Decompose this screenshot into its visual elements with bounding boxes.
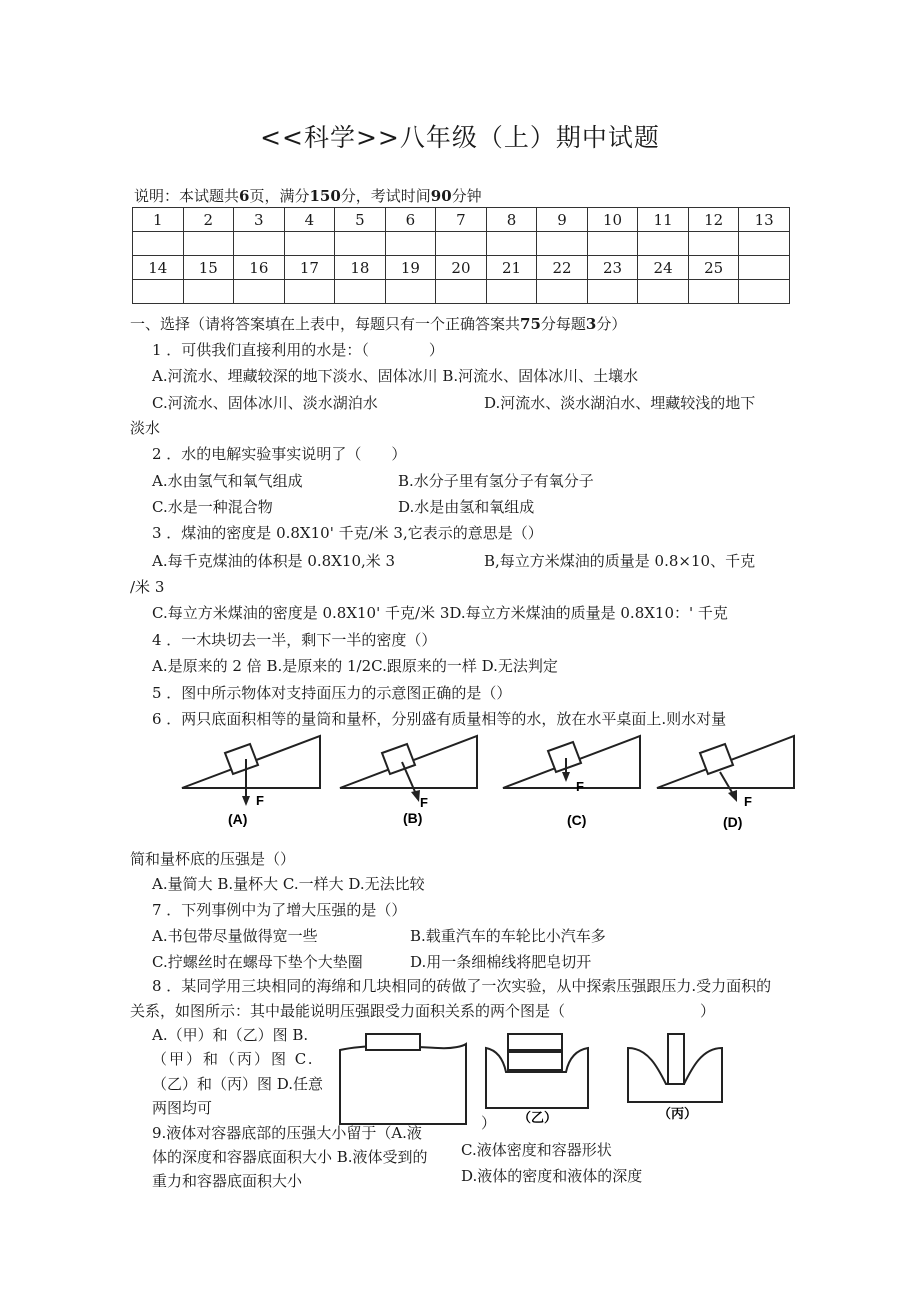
answer-num [739,256,790,280]
section-prefix: 一、选择（请将答案填在上表中，每题只有一个正确答案共 [130,315,521,333]
answer-num: 8 [486,208,537,232]
answer-cell[interactable] [537,280,588,304]
answer-cell[interactable] [385,280,436,304]
answer-cell[interactable] [486,232,537,256]
q6-stem: 6 ．两只底面积相等的量筒和量杯，分别盛有质量相等的水，放在水平桌面上.则水对量 [152,710,727,728]
answer-num: 21 [486,256,537,280]
q4-stem: 4 ．一木块切去一半，剩下一半的密度（） [152,631,437,649]
q8-options-line4: 两图均可 [152,1099,213,1117]
answer-cell[interactable] [385,232,436,256]
brick [668,1034,684,1084]
section-mid: 分每题 [540,315,586,333]
answer-cell[interactable] [183,232,234,256]
sponge [340,1044,466,1124]
force-label: F [576,779,584,794]
q9-line1: 9.液体对容器底部的压强大小留于（A.液 [152,1124,422,1142]
answer-num: 7 [436,208,487,232]
answer-num: 2 [183,208,234,232]
instr-mid2: 分，考试时间 [340,187,431,205]
brick [366,1034,420,1050]
brick [508,1034,562,1050]
sponge-label-yi: （乙） [518,1110,558,1125]
answer-num: 1 [133,208,184,232]
q3-stem: 3 ．煤油的密度是 0.8X10' 千克/米 3,它表示的意思是（） [152,524,543,542]
q1-stem: 1 ．可供我们直接利用的水是：（ ） [152,341,444,359]
q1-option-c: C.河流水、固体冰川、淡水湖泊水 [152,394,378,412]
answer-cell[interactable] [638,232,689,256]
q1-options-ab: A.河流水、埋藏较深的地下淡水、固体冰川 B.河流水、固体冰川、土壤水 [152,367,639,385]
answer-table-number-row-2 [133,256,790,280]
force-label: F [420,795,428,810]
q6-stem-cont: 简和量杯底的压强是（） [130,850,296,868]
q6-options: A.量简大 B.量杯大 C.一样大 D.无法比较 [152,875,425,893]
answer-table [132,207,790,304]
answer-num: 9 [537,208,588,232]
brick [508,1052,562,1070]
q8-stem-line1: 8 ．某同学用三块相同的海绵和几块相同的砖做了一次实验，从中探索压强跟压力.受力面积的 [152,977,772,995]
answer-num: 20 [436,256,487,280]
q8-close-paren: ） [481,1114,497,1132]
sponge-bing [628,1034,722,1121]
figure-label-d: (D) [723,814,743,830]
answer-table-number-row-1 [133,208,790,232]
answer-num: 10 [587,208,638,232]
incline-c [503,736,640,828]
force-label: F [256,793,264,808]
answer-num: 16 [234,256,285,280]
answer-num: 14 [133,256,184,280]
q8-options-line2: （甲）和（丙）图 C. [152,1050,315,1068]
page-title: <<科学>>八年级（上）期中试题 [260,123,660,152]
q7-option-b: B.载重汽车的车轮比小汽车多 [410,927,606,945]
answer-cell[interactable] [234,280,285,304]
q9-line3: 重力和容器底面积大小 [152,1172,303,1190]
answer-cell[interactable] [284,232,335,256]
section-total: 75 [520,315,541,333]
answer-num: 5 [335,208,386,232]
q7-option-a: A.书包带尽量做得宽一些 [152,927,318,945]
section-suffix: 分） [596,315,627,333]
arrowhead [728,790,737,802]
q2-stem: 2 ．水的电解实验事实说明了（ ） [152,445,407,463]
answer-num: 24 [638,256,689,280]
answer-cell[interactable] [688,232,739,256]
instructions [134,186,482,206]
sponge-figure [338,1028,728,1128]
q7-option-d: D.用一条细棉线将肥皂切开 [410,953,592,971]
figure-label-c: (C) [567,812,587,828]
answer-cell[interactable] [688,280,739,304]
q1-option-d-cont: 淡水 [130,419,161,437]
answer-num: 12 [688,208,739,232]
block [548,742,581,772]
answer-cell[interactable] [638,280,689,304]
answer-cell[interactable] [739,232,790,256]
q7-option-c: C.拧螺丝时在螺母下垫个大垫圈 [152,953,363,971]
answer-num: 19 [385,256,436,280]
answer-num: 4 [284,208,335,232]
answer-table-blank-row-1 [133,232,790,256]
answer-num: 25 [688,256,739,280]
answer-cell[interactable] [739,280,790,304]
arrowhead [411,790,420,802]
figure-label-b: (B) [403,810,423,826]
answer-cell[interactable] [436,232,487,256]
q8-stem-line2: 关系，如图所示：其中最能说明压强跟受力面积关系的两个图是（ ） [130,1002,716,1020]
arrowhead [242,796,250,806]
instr-prefix: 说明：本试题共 [134,187,240,205]
q3-option-a: A.每千克煤油的体积是 0.8X10,米 3 [152,552,396,570]
q8-options-line1: A.（甲）和（乙）图 B. [152,1026,309,1044]
q7-stem: 7 ．下列事例中为了增大压强的是（） [152,901,407,919]
arrowhead [562,772,570,782]
q9-option-c: C.液体密度和容器形状 [461,1141,612,1159]
section-heading [130,314,626,334]
answer-num: 3 [234,208,285,232]
force-arrow [720,772,733,794]
instr-pages: 6 [239,187,250,205]
q2-option-b: B.水分子里有氢分子有氧分子 [398,472,594,490]
q5-stem: 5 ．图中所示物体对支持面压力的示意图正确的是（） [152,684,512,702]
incline-b [340,736,477,826]
section-each: 3 [585,315,597,333]
q1-option-d: D.河流水、淡水湖泊水、埋藏较浅的地下 [484,394,756,412]
q2-option-c: C.水是一种混合物 [152,498,273,516]
q2-option-d: D.水是由氢和氧组成 [398,498,535,516]
sponge-label-bing: （丙） [658,1106,698,1121]
q8-options-line3: （乙）和（丙）图 D.任意 [152,1075,324,1093]
instr-score: 150 [309,187,341,205]
figure-label-a: (A) [228,811,248,827]
q3-option-b: B,每立方米煤油的质量是 0.8×10、千克 [484,552,756,570]
answer-cell[interactable] [284,280,335,304]
sponge-jia [340,1034,466,1124]
answer-num: 11 [638,208,689,232]
answer-num: 23 [587,256,638,280]
instr-mid1: 页，满分 [249,187,310,205]
answer-cell[interactable] [537,232,588,256]
q3-options-cd: C.每立方米煤油的密度是 0.8X10' 千克/米 3D.每立方米煤油的质量是 0.8X10：' 千克 [152,604,728,622]
q4-options: A.是原来的 2 倍 B.是原来的 1/2C.跟原来的一样 D.无法判定 [152,657,558,675]
sponge-yi [486,1034,588,1125]
answer-cell[interactable] [335,280,386,304]
incline-d [657,736,794,830]
answer-cell[interactable] [183,280,234,304]
answer-cell[interactable] [587,280,638,304]
answer-cell[interactable] [133,232,184,256]
answer-num: 15 [183,256,234,280]
incline-force-figure [170,728,810,838]
answer-num: 6 [385,208,436,232]
answer-cell[interactable] [486,280,537,304]
q3-option-b-cont: /米 3 [130,578,165,596]
q9-line2: 体的深度和容器底面积大小 B.液体受到的 [152,1148,428,1166]
answer-cell[interactable] [335,232,386,256]
answer-num: 17 [284,256,335,280]
instr-time: 90 [430,187,452,205]
incline-a [182,736,320,827]
answer-num: 22 [537,256,588,280]
answer-num: 13 [739,208,790,232]
answer-cell[interactable] [234,232,285,256]
q2-option-a: A.水由氢气和氧气组成 [152,472,303,490]
instr-suffix: 分钟 [451,187,482,205]
answer-table-blank-row-2 [133,280,790,304]
answer-cell[interactable] [587,232,638,256]
force-label: F [744,794,752,809]
q9-option-d: D.液体的密度和液体的深度 [461,1167,643,1185]
answer-cell[interactable] [436,280,487,304]
answer-num: 18 [335,256,386,280]
answer-cell[interactable] [133,280,184,304]
